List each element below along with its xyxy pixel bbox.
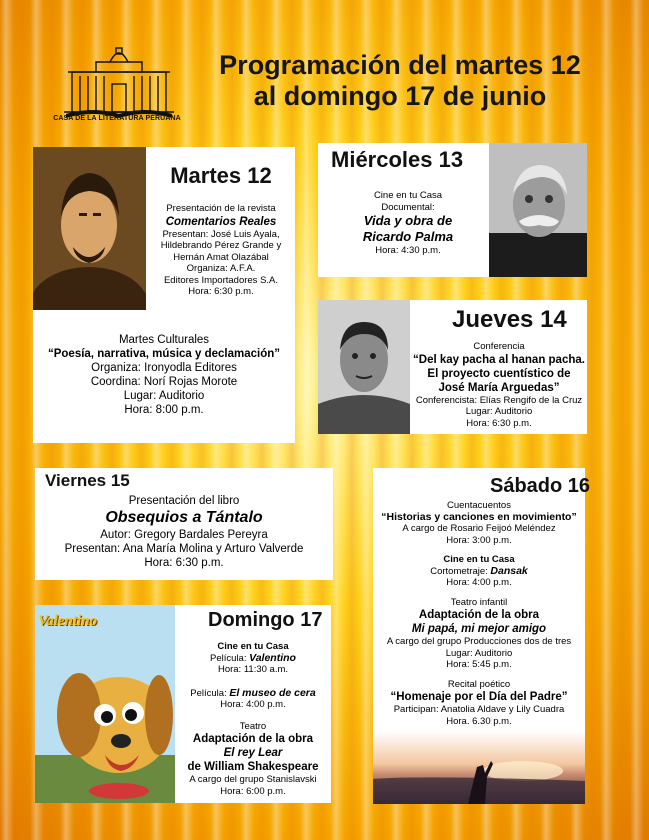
domingo-e2-title: El museo de cera [229,686,316,699]
domingo-e3-title-2: El rey Lear [223,747,283,759]
domingo-e1-time: Hora: 11:30 a.m. [217,664,289,675]
miercoles-intro: Cine en tu Casa [373,190,443,201]
sabado-e3-title-1: Adaptación de la obra [418,609,540,621]
sabado-e3-place: Lugar: Auditorio [445,647,513,659]
domingo-e2-line [175,688,331,700]
domingo-e1-type: Película: [210,652,250,664]
jueves-place: Lugar: Auditorio [465,406,533,417]
jueves-intro: Conferencia [473,341,525,352]
sabado-content [373,500,585,727]
sabado-e4-intro: Recital poético [447,678,511,690]
martes-event-2 [33,333,295,417]
miercoles-content [330,190,486,257]
sabado-e2-title: Dansak [490,564,528,577]
sabado-e1-time: Hora: 3:00 p.m. [446,534,512,546]
sabado-e1-by: A cargo de Rosario Feijoó Meléndez [402,523,556,534]
portrait-jose-maria-arguedas [318,300,410,434]
martes-event2-place: Lugar: Auditorio [123,390,205,402]
sabado-e3-intro: Teatro infantil [450,596,508,608]
martes-presenters: Presentan: José Luis Ayala, [162,228,280,240]
jueves-time: Hora: 6:30 p.m. [466,417,532,429]
miercoles-day-title: Miércoles 13 [331,147,464,172]
domingo-e2-type: Película: [190,687,230,699]
domingo-e3-title-3: de William Shakespeare [187,761,319,773]
martes-time: Hora: 6:30 p.m. [188,286,254,297]
domingo-e3-time: Hora: 6:00 p.m. [220,785,286,797]
jueves-title-1: “Del kay pacha al hanan pacha. [413,353,585,366]
martes-content [150,163,292,298]
jueves-title-2: El proyecto cuentístico de [427,367,571,380]
sabado-e4-title: “Homenaje por el Día del Padre” [390,691,568,703]
miercoles-type: Documental: [381,201,435,213]
martes-work-title: Comentarios Reales [165,215,277,228]
page-title [180,50,620,112]
martes-organizer: Organiza: A.F.A. [186,263,256,274]
domingo-content [175,641,331,797]
domingo-e1-title: Valentino [249,651,296,664]
jueves-day-title: Jueves 14 [452,306,567,333]
domingo-e3-intro: Teatro [239,720,267,732]
miercoles-title-2: Ricardo Palma [362,229,454,244]
martes-event2-title: “Poesía, narrativa, música y declamación” [47,348,281,360]
domingo-day-title: Domingo 17 [208,609,323,631]
logo-caption: CASA DE LA LITERATURA PERUANA [53,115,181,122]
poster-title: Valentino [38,613,98,629]
viernes-intro: Presentación del libro [128,495,240,507]
domingo-e3-by: A cargo del grupo Stanislavski [189,774,317,785]
viernes-time: Hora: 6:30 p.m. [144,557,224,569]
viernes-title: Obsequios a Tántalo [105,509,263,526]
sabado-e4-by: Participan: Anatolia Aldave y Lily Cuadra [393,704,565,715]
viernes-presenters: Presentan: Ana María Molina y Arturo Valverde [64,543,304,555]
sabado-e2-line [373,566,585,578]
jueves-title-3: José María Arguedas” [438,381,560,394]
sabado-e2-type: Cortometraje: [430,565,491,577]
portrait-ricardo-palma [489,143,587,277]
title-line-2: al domingo 17 de junio [253,81,547,111]
sabado-day-title: Sábado 16 [490,475,591,497]
martes-event2-time: Hora: 8:00 p.m. [124,404,204,416]
domingo-e2-time: Hora: 4:00 p.m. [220,699,286,710]
martes-event2-org: Organiza: Ironyodla Editores [91,362,237,374]
martes-organizer-2: Editores Importadores S.A. [163,274,279,286]
sabado-e1-title: “Historias y canciones en movimiento” [381,510,577,523]
sabado-e1-intro: Cuentacuentos [447,500,511,511]
domingo-e1-intro: Cine en tu Casa [217,641,289,652]
martes-presenters-3: Hernán Amat Olazábal [173,251,269,263]
portrait-inca-garcilaso [33,147,146,310]
sabado-e3-by: A cargo del grupo Producciones dos de tres [386,636,572,647]
martes-event2-intro: Martes Culturales [118,334,210,346]
miercoles-title-1: Vida y obra de [363,213,453,228]
sabado-e2-time: Hora: 4:00 p.m. [446,577,512,588]
miercoles-time: Hora: 4:30 p.m. [375,245,441,256]
sunset-beach-photo [373,731,585,804]
valentino-movie-poster [35,605,175,803]
sabado-e2-intro: Cine en tu Casa [443,554,515,565]
jueves-content [412,341,586,429]
viernes-author: Autor: Gregory Bardales Pereyra [100,529,268,541]
sabado-e3-title-2: Mi papá, mi mejor amigo [411,623,547,635]
sabado-e4-time: Hora. 6.30 p.m. [446,715,512,727]
martes-event2-coord: Coordina: Norí Rojas Morote [90,376,238,388]
sabado-e3-time: Hora: 5:45 p.m. [446,659,512,670]
martes-day-title: Martes 12 [170,163,272,188]
domingo-e1-line [175,653,331,665]
viernes-day-title: Viernes 15 [45,471,130,490]
title-line-1: Programación del martes 12 [219,50,581,80]
jueves-speaker: Conferencista: Elías Rengifo de la Cruz [415,394,583,406]
martes-intro: Presentación de la revista [166,203,276,214]
domingo-e3-title-1: Adaptación de la obra [192,733,314,745]
viernes-content [35,494,333,570]
martes-presenters-2: Hildebrando Pérez Grande y [160,240,282,251]
